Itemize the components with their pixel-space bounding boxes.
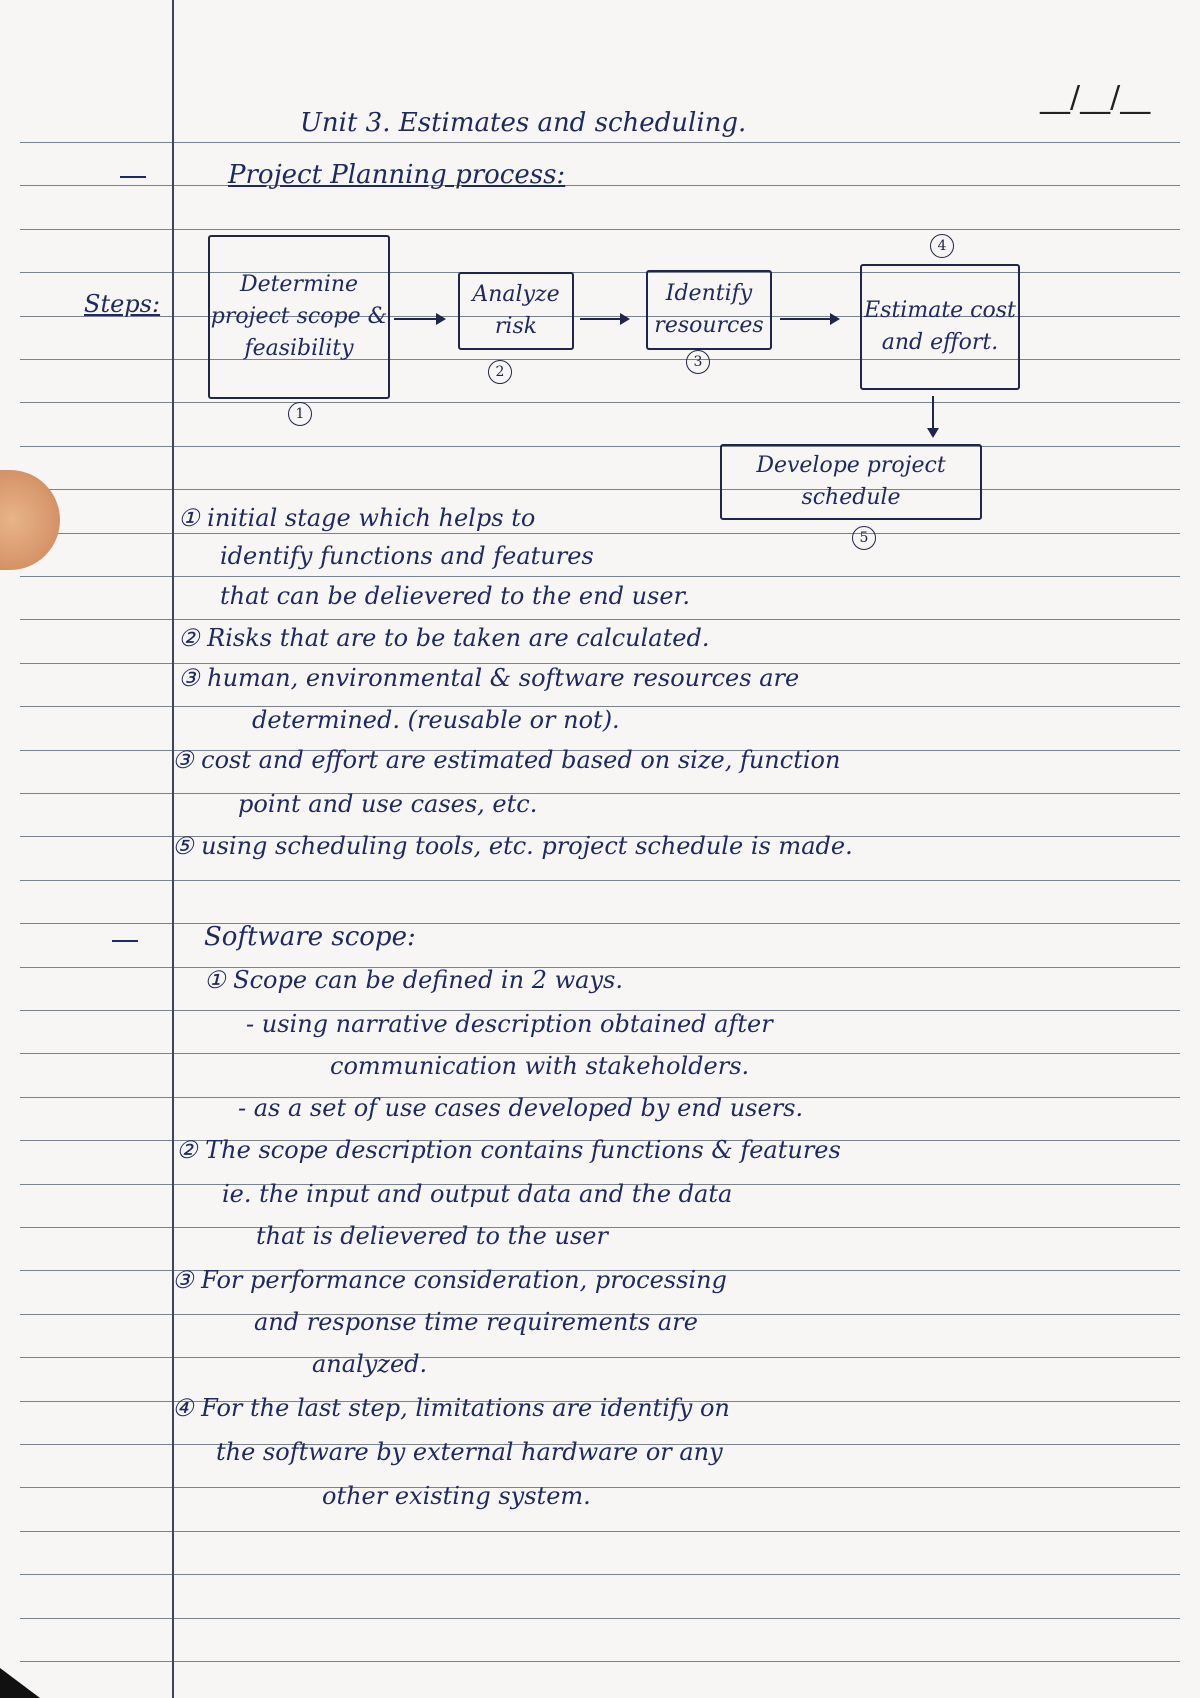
rule-line bbox=[20, 1661, 1180, 1662]
section-heading-software-scope: Software scope: bbox=[204, 922, 416, 952]
note-line: determined. (reusable or not). bbox=[252, 706, 620, 734]
scope-line: the software by external hardware or any bbox=[216, 1438, 723, 1466]
note-line: ③ cost and effort are estimated based on size, function bbox=[172, 746, 841, 774]
rule-line bbox=[20, 489, 1180, 490]
note-line: ⑤ using scheduling tools, etc. project schedule is made. bbox=[172, 832, 853, 860]
bullet-dash bbox=[112, 940, 138, 942]
note-line: ① initial stage which helps to bbox=[178, 504, 536, 532]
rule-line bbox=[20, 1618, 1180, 1619]
scope-line: - using narrative description obtained after bbox=[246, 1010, 773, 1038]
arrow-2-3 bbox=[580, 318, 628, 320]
section-heading-planning: Project Planning process: bbox=[228, 160, 566, 190]
rule-line bbox=[20, 619, 1180, 620]
step-number-4: 4 bbox=[930, 234, 954, 258]
rule-line bbox=[20, 533, 1180, 534]
scope-line: ie. the input and output data and the data bbox=[222, 1180, 733, 1208]
scope-line: ③ For performance consideration, processing bbox=[172, 1266, 727, 1294]
rule-line bbox=[20, 576, 1180, 577]
scope-line: - as a set of use cases developed by end users. bbox=[238, 1094, 804, 1122]
step-box-estimate: Estimate cost and effort. bbox=[860, 264, 1020, 390]
step-box-risk: Analyze risk bbox=[458, 272, 574, 350]
step-number-1: 1 bbox=[288, 402, 312, 426]
scope-line: and response time requirements are bbox=[254, 1308, 698, 1336]
step-number-5: 5 bbox=[852, 526, 876, 550]
note-line: point and use cases, etc. bbox=[238, 790, 538, 818]
thumb-shadow bbox=[0, 470, 60, 570]
rule-line bbox=[20, 880, 1180, 881]
rule-line bbox=[20, 1574, 1180, 1575]
arrow-3-4 bbox=[780, 318, 838, 320]
rule-line bbox=[20, 185, 1180, 186]
step-number-3: 3 bbox=[686, 350, 710, 374]
note-line: identify functions and features bbox=[220, 542, 594, 570]
scope-line: other existing system. bbox=[322, 1482, 591, 1510]
step-box-schedule: Develope project schedule bbox=[720, 444, 982, 520]
step-box-resources: Identify resources bbox=[646, 270, 772, 350]
step-box-scope: Determine project scope & feasibility bbox=[208, 235, 390, 399]
steps-label: Steps: bbox=[84, 290, 161, 318]
scope-line: analyzed. bbox=[312, 1350, 428, 1378]
page-corner-shadow bbox=[0, 1668, 40, 1698]
bullet-dash bbox=[120, 176, 146, 178]
scope-line: that is delievered to the user bbox=[256, 1222, 608, 1250]
scope-line: communication with stakeholders. bbox=[330, 1052, 750, 1080]
rule-line bbox=[20, 923, 1180, 924]
date-placeholder: __/__/__ bbox=[1040, 80, 1151, 115]
step-number-2: 2 bbox=[488, 360, 512, 384]
note-line: that can be delievered to the end user. bbox=[220, 582, 691, 610]
arrow-1-2 bbox=[394, 318, 444, 320]
rule-line bbox=[20, 793, 1180, 794]
rule-line bbox=[20, 1357, 1180, 1358]
arrow-4-5 bbox=[932, 396, 934, 436]
page-heading: Unit 3. Estimates and scheduling. bbox=[300, 108, 747, 138]
rule-line bbox=[20, 1531, 1180, 1532]
rule-line bbox=[20, 402, 1180, 403]
rule-line bbox=[20, 446, 1180, 447]
note-line: ③ human, environmental & software resources are bbox=[178, 664, 800, 692]
rule-line bbox=[20, 142, 1180, 143]
scope-line: ② The scope description contains functions & features bbox=[176, 1136, 841, 1164]
rule-line bbox=[20, 1487, 1180, 1488]
scope-line: ④ For the last step, limitations are identify on bbox=[172, 1394, 730, 1422]
rule-line bbox=[20, 229, 1180, 230]
scope-line: ① Scope can be defined in 2 ways. bbox=[204, 966, 623, 994]
note-line: ② Risks that are to be taken are calculated. bbox=[178, 624, 710, 652]
